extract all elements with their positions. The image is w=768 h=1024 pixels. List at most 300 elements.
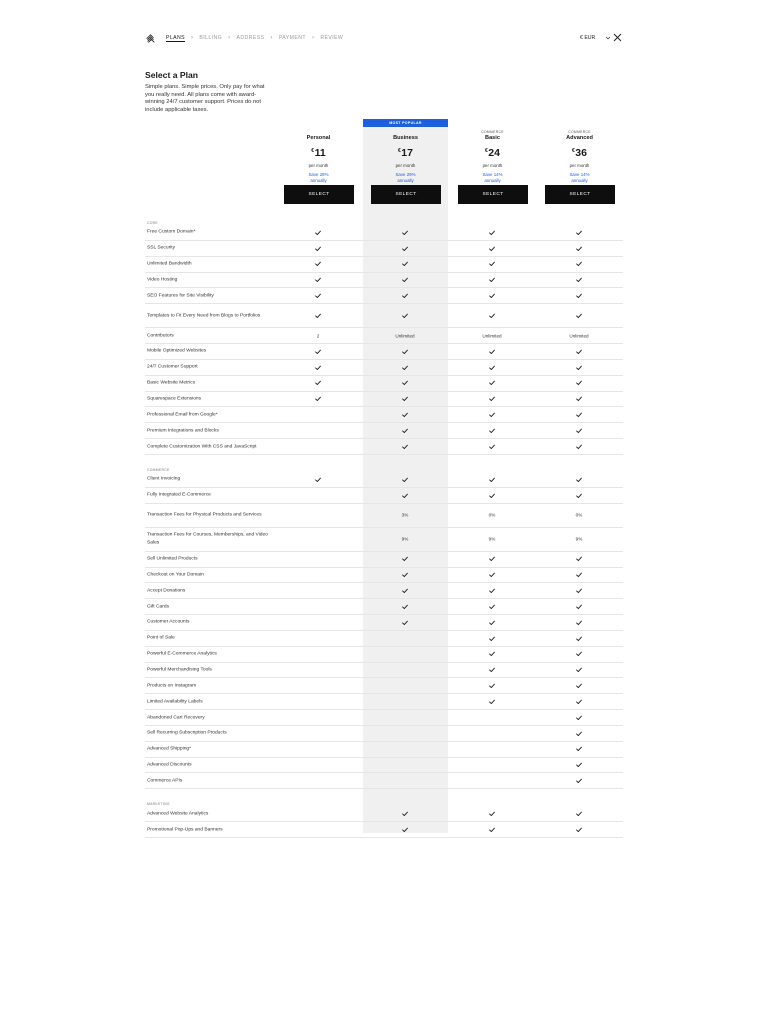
checkmark-icon	[576, 493, 582, 498]
feature-row	[145, 407, 623, 423]
feature-label: Advanced Discounts	[147, 762, 192, 768]
feature-row	[145, 726, 623, 742]
feature-included	[375, 827, 435, 832]
checkmark-icon	[489, 699, 495, 704]
section-header	[145, 216, 623, 225]
feature-included	[288, 313, 348, 318]
feature-included	[375, 396, 435, 401]
checkmark-icon	[576, 620, 582, 625]
checkmark-icon	[489, 573, 495, 578]
feature-included	[288, 261, 348, 266]
feature-row	[145, 773, 623, 789]
feature-included	[288, 381, 348, 386]
feature-row	[145, 552, 623, 568]
feature-included	[549, 230, 609, 235]
feature-label: Squarespace Extensions	[147, 396, 202, 402]
feature-row	[145, 423, 623, 439]
checkmark-icon	[402, 381, 408, 386]
checkmark-icon	[489, 365, 495, 370]
feature-value: 9%	[488, 536, 496, 542]
feature-included	[462, 428, 522, 433]
feature-label: Promotional Pop-Ups and Banners	[147, 826, 223, 832]
feature-included	[462, 572, 522, 577]
feature-row	[145, 806, 623, 822]
feature-label: Sell Recurring Subscription Products	[147, 730, 227, 736]
plan-price: €36	[572, 147, 587, 159]
feature-included	[462, 246, 522, 251]
select-commerce-advanced-button[interactable]: SELECT	[545, 185, 615, 204]
feature-included	[549, 412, 609, 417]
feature-label: Video Hosting	[147, 277, 178, 283]
feature-included	[462, 261, 522, 266]
feature-included	[549, 715, 609, 720]
feature-included	[375, 412, 435, 417]
feature-included	[549, 731, 609, 736]
feature-label: Products on Instagram	[147, 683, 197, 689]
checkmark-icon	[402, 278, 408, 283]
checkmark-icon	[489, 428, 495, 433]
feature-included	[549, 762, 609, 767]
feature-row	[145, 360, 623, 376]
intro	[145, 70, 270, 115]
feature-row	[145, 488, 623, 504]
checkmark-icon	[402, 477, 408, 482]
feature-row	[145, 304, 623, 328]
feature-label: Advanced Website Analytics	[147, 811, 209, 817]
feature-row	[145, 694, 623, 710]
checkmark-icon	[576, 636, 582, 641]
feature-row	[145, 472, 623, 488]
feature-included	[549, 261, 609, 266]
checkmark-icon	[402, 493, 408, 498]
checkmark-icon	[489, 620, 495, 625]
feature-value: Unlimited	[482, 333, 502, 339]
checkmark-icon	[576, 381, 582, 386]
feature-row	[145, 663, 623, 679]
feature-included	[375, 811, 435, 816]
feature-included	[549, 313, 609, 318]
checkmark-icon	[489, 636, 495, 641]
feature-included	[375, 444, 435, 449]
checkmark-icon	[489, 493, 495, 498]
checkmark-icon	[576, 747, 582, 752]
checkmark-icon	[489, 246, 495, 251]
feature-value: 9%	[401, 536, 409, 542]
section-header	[145, 455, 623, 472]
checkmark-icon	[489, 683, 495, 688]
page-description: Simple plans. Simple prices. Only pay for what you really need. All plans come with award-winning 24/7 customer support. Prices do not include applicable taxes.	[145, 84, 265, 114]
feature-label: Fully Integrated E-Commerce	[147, 492, 211, 498]
feature-included	[549, 428, 609, 433]
feature-label: Sell Unlimited Products	[147, 556, 198, 562]
checkmark-icon	[402, 246, 408, 251]
checkmark-icon	[402, 604, 408, 609]
feature-included	[288, 293, 348, 298]
chevron-down-icon	[605, 35, 611, 41]
feature-included	[549, 277, 609, 282]
checkmark-icon	[576, 278, 582, 283]
checkmark-icon	[576, 731, 582, 736]
plan-price: €17	[398, 147, 413, 159]
feature-included	[375, 604, 435, 609]
checkmark-icon	[402, 262, 408, 267]
checkmark-icon	[576, 313, 582, 318]
checkmark-icon	[576, 397, 582, 402]
chevron-right-icon: ›	[228, 35, 231, 41]
plan-savings: Save 14% annually	[482, 172, 503, 183]
feature-row	[145, 583, 623, 599]
feature-included	[375, 556, 435, 561]
checkmark-icon	[576, 699, 582, 704]
plan-category: COMMERCE	[481, 130, 504, 134]
feature-row	[145, 273, 623, 289]
feature-comparison-table	[145, 216, 623, 838]
checkmark-icon	[576, 715, 582, 720]
feature-label: Contributors	[147, 332, 174, 338]
checkmark-icon	[402, 349, 408, 354]
feature-included	[549, 396, 609, 401]
checkmark-icon	[402, 397, 408, 402]
feature-label: Client Invoicing	[147, 476, 181, 482]
feature-label: Powerful E-Commerce Analytics	[147, 651, 217, 657]
feature-label: Checkout on Your Domain	[147, 572, 204, 578]
feature-label: Customer Accounts	[147, 619, 190, 625]
plan-name: Basic	[485, 135, 500, 141]
checkmark-icon	[576, 779, 582, 784]
feature-included	[375, 588, 435, 593]
feature-value: Unlimited	[569, 333, 589, 339]
feature-row	[145, 225, 623, 241]
checkmark-icon	[576, 477, 582, 482]
feature-row	[145, 615, 623, 631]
plan-savings: Save 14% annually	[569, 172, 590, 183]
feature-included	[549, 365, 609, 370]
checkmark-icon	[402, 365, 408, 370]
breadcrumb-address: ADDRESS	[236, 35, 265, 41]
feature-included	[549, 699, 609, 704]
checkmark-icon	[576, 652, 582, 657]
feature-included	[549, 493, 609, 498]
currency-selector[interactable]	[580, 35, 611, 41]
feature-label: Free Custom Domain*	[147, 229, 196, 235]
feature-included	[375, 572, 435, 577]
feature-included	[375, 261, 435, 266]
feature-included	[288, 477, 348, 482]
checkmark-icon	[576, 811, 582, 816]
plan-price: €24	[485, 147, 500, 159]
feature-label: Complete Customization With CSS and JavaScript	[147, 443, 257, 449]
feature-label: Basic Website Metrics	[147, 380, 196, 386]
plan-period: per month	[395, 163, 416, 168]
checkmark-icon	[315, 365, 321, 370]
feature-included	[375, 349, 435, 354]
checkmark-icon	[576, 413, 582, 418]
plan-business	[363, 130, 448, 183]
feature-included	[375, 620, 435, 625]
feature-included	[462, 620, 522, 625]
plan-period: per month	[569, 163, 590, 168]
plan-price: €11	[311, 147, 326, 159]
plan-category	[276, 130, 361, 134]
feature-included	[375, 381, 435, 386]
breadcrumb-payment: PAYMENT	[278, 35, 306, 41]
feature-included	[549, 636, 609, 641]
checkmark-icon	[315, 262, 321, 267]
checkmark-icon	[489, 262, 495, 267]
plan-savings: Save 29% annually	[395, 172, 416, 183]
plan-commerce-basic	[450, 130, 535, 183]
checkmark-icon	[576, 683, 582, 688]
feature-included	[462, 349, 522, 354]
feature-included	[462, 811, 522, 816]
checkmark-icon	[315, 381, 321, 386]
checkmark-icon	[489, 588, 495, 593]
feature-label: 24/7 Customer Support	[147, 364, 198, 370]
checkmark-icon	[489, 397, 495, 402]
breadcrumb-billing: BILLING	[199, 35, 223, 41]
feature-included	[462, 365, 522, 370]
checkmark-icon	[489, 477, 495, 482]
checkmark-icon	[576, 365, 582, 370]
feature-label: Gift Cards	[147, 603, 170, 609]
checkmark-icon	[576, 230, 582, 235]
feature-included	[462, 277, 522, 282]
checkmark-icon	[402, 573, 408, 578]
checkmark-icon	[402, 827, 408, 832]
feature-value: 0%	[488, 512, 496, 518]
feature-included	[375, 277, 435, 282]
feature-row	[145, 710, 623, 726]
plan-name: Advanced	[566, 135, 593, 141]
checkmark-icon	[315, 293, 321, 298]
checkmark-icon	[489, 811, 495, 816]
checkmark-icon	[489, 444, 495, 449]
feature-value: 0%	[575, 512, 583, 518]
checkmark-icon	[315, 349, 321, 354]
feature-included	[549, 293, 609, 298]
feature-included	[462, 667, 522, 672]
feature-included	[375, 365, 435, 370]
feature-label: Templates to Fit Every Need from Blogs to Portfolios	[147, 313, 261, 319]
feature-included	[375, 246, 435, 251]
feature-included	[288, 246, 348, 251]
feature-included	[375, 493, 435, 498]
checkmark-icon	[315, 397, 321, 402]
feature-included	[288, 230, 348, 235]
section-title: COMMERCE	[147, 467, 170, 472]
feature-included	[462, 444, 522, 449]
feature-included	[462, 604, 522, 609]
feature-included	[288, 349, 348, 354]
feature-label: Unlimited Bandwidth	[147, 261, 192, 267]
select-commerce-basic-button[interactable]: SELECT	[458, 185, 528, 204]
checkmark-icon	[402, 811, 408, 816]
feature-included	[375, 428, 435, 433]
checkmark-icon	[576, 557, 582, 562]
feature-included	[549, 246, 609, 251]
feature-included	[549, 683, 609, 688]
checkmark-icon	[489, 413, 495, 418]
close-icon[interactable]	[613, 33, 622, 42]
feature-value: 2	[316, 333, 320, 339]
checkmark-icon	[315, 246, 321, 251]
chevron-right-icon: ›	[311, 35, 315, 41]
feature-included	[375, 230, 435, 235]
feature-included	[549, 477, 609, 482]
feature-included	[462, 652, 522, 657]
chevron-right-icon: ›	[191, 35, 194, 41]
checkmark-icon	[576, 588, 582, 593]
feature-row	[145, 241, 623, 257]
select-personal-button[interactable]: SELECT	[284, 185, 354, 204]
feature-included	[549, 747, 609, 752]
feature-included	[549, 827, 609, 832]
checkmark-icon	[576, 827, 582, 832]
feature-included	[288, 277, 348, 282]
feature-included	[549, 667, 609, 672]
plan-period: per month	[482, 163, 503, 168]
feature-included	[549, 572, 609, 577]
checkmark-icon	[489, 313, 495, 318]
feature-included	[462, 396, 522, 401]
feature-included	[462, 230, 522, 235]
feature-row	[145, 528, 623, 552]
checkmark-icon	[315, 278, 321, 283]
feature-label: Professional Email from Google*	[147, 412, 218, 418]
plan-commerce-advanced	[537, 130, 622, 183]
feature-included	[462, 588, 522, 593]
feature-row	[145, 742, 623, 758]
feature-included	[549, 620, 609, 625]
checkout-header	[145, 33, 623, 45]
feature-included	[549, 444, 609, 449]
feature-included	[462, 412, 522, 417]
feature-row	[145, 392, 623, 408]
feature-row	[145, 631, 623, 647]
feature-label: Transaction Fees for Courses, Memberships, and Video Sales	[147, 532, 268, 546]
checkmark-icon	[489, 381, 495, 386]
checkmark-icon	[576, 246, 582, 251]
feature-included	[375, 293, 435, 298]
feature-row	[145, 376, 623, 392]
plan-savings: Save 28% annually	[308, 172, 329, 183]
feature-row	[145, 344, 623, 360]
breadcrumb-plans[interactable]: PLANS	[166, 35, 186, 41]
feature-included	[462, 493, 522, 498]
feature-included	[549, 778, 609, 783]
checkmark-icon	[402, 413, 408, 418]
most-popular-badge: MOST POPULAR	[363, 119, 448, 127]
checkmark-icon	[576, 428, 582, 433]
feature-included	[462, 556, 522, 561]
feature-included	[462, 477, 522, 482]
feature-row	[145, 822, 623, 838]
plan-name: Personal	[306, 135, 331, 141]
checkmark-icon	[576, 604, 582, 609]
checkmark-icon	[489, 668, 495, 673]
feature-value: Unlimited	[395, 333, 415, 339]
checkmark-icon	[402, 313, 408, 318]
feature-row	[145, 288, 623, 304]
feature-label: Commerce APIs	[147, 778, 183, 784]
feature-label: SSL Security	[147, 245, 176, 251]
feature-label: Transaction Fees for Physical Products and Services	[147, 512, 262, 518]
select-business-button[interactable]: SELECT	[371, 185, 441, 204]
squarespace-logo-icon[interactable]	[145, 33, 156, 44]
feature-row	[145, 758, 623, 774]
checkmark-icon	[489, 557, 495, 562]
checkmark-icon	[576, 763, 582, 768]
feature-row	[145, 599, 623, 615]
checkmark-icon	[576, 444, 582, 449]
feature-included	[288, 365, 348, 370]
feature-label: Accept Donations	[147, 588, 186, 594]
feature-row	[145, 647, 623, 663]
section-header	[145, 789, 623, 806]
checkmark-icon	[489, 827, 495, 832]
checkmark-icon	[489, 652, 495, 657]
checkmark-icon	[402, 293, 408, 298]
feature-included	[462, 683, 522, 688]
checkmark-icon	[402, 588, 408, 593]
currency-label: € EUR	[580, 35, 596, 41]
feature-included	[549, 604, 609, 609]
feature-label: SEO Features for Site Visibility	[147, 293, 214, 299]
checkmark-icon	[402, 620, 408, 625]
feature-value: 9%	[575, 536, 583, 542]
feature-label: Premium Integrations and Blocks	[147, 428, 219, 433]
checkmark-icon	[315, 313, 321, 318]
feature-label: Advanced Shipping*	[147, 746, 192, 752]
checkmark-icon	[402, 230, 408, 235]
checkmark-icon	[576, 262, 582, 267]
checkmark-icon	[315, 477, 321, 482]
feature-label: Abandoned Cart Recovery	[147, 714, 205, 720]
breadcrumb-review: REVIEW	[320, 35, 344, 41]
feature-included	[462, 293, 522, 298]
checkmark-icon	[576, 349, 582, 354]
feature-label: Powerful Merchandising Tools	[147, 667, 212, 673]
feature-row	[145, 257, 623, 273]
checkmark-icon	[576, 573, 582, 578]
feature-included	[549, 381, 609, 386]
plan-name: Business	[393, 135, 418, 141]
checkmark-icon	[489, 278, 495, 283]
checkmark-icon	[402, 557, 408, 562]
feature-included	[288, 396, 348, 401]
breadcrumb	[166, 35, 343, 41]
feature-row	[145, 504, 623, 528]
checkmark-icon	[489, 349, 495, 354]
checkmark-icon	[489, 230, 495, 235]
chevron-right-icon: ›	[270, 35, 273, 41]
feature-included	[462, 699, 522, 704]
checkmark-icon	[315, 230, 321, 235]
feature-included	[549, 811, 609, 816]
feature-included	[462, 313, 522, 318]
plan-personal	[276, 130, 361, 183]
checkmark-icon	[576, 293, 582, 298]
feature-included	[462, 827, 522, 832]
feature-row	[145, 568, 623, 584]
plan-category	[363, 130, 448, 134]
feature-value: 3%	[401, 512, 409, 518]
checkmark-icon	[576, 668, 582, 673]
feature-included	[462, 636, 522, 641]
feature-included	[375, 313, 435, 318]
feature-included	[375, 477, 435, 482]
checkmark-icon	[489, 604, 495, 609]
